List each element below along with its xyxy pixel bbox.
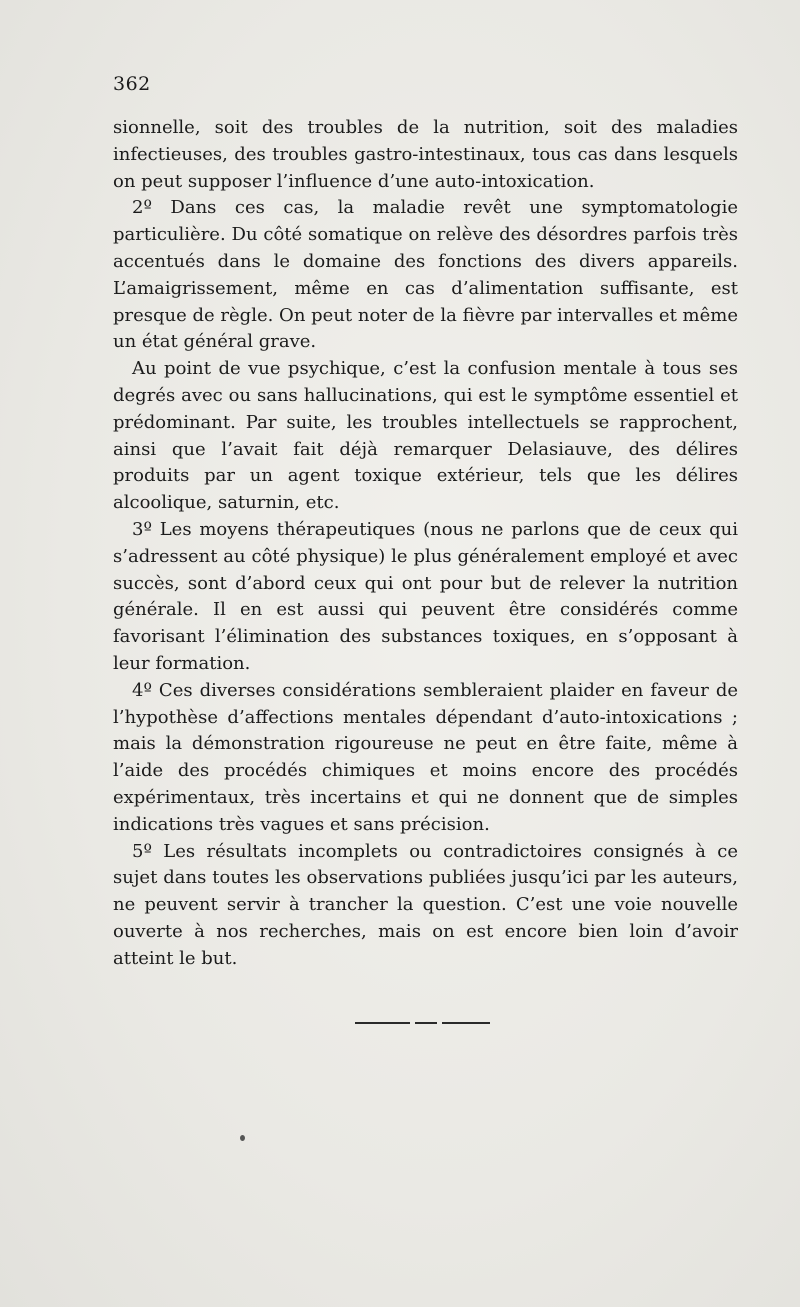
body-text xyxy=(113,115,738,973)
end-of-section-rule xyxy=(355,1022,490,1024)
ink-speck xyxy=(240,1135,245,1141)
paragraph-point-3: 3º Les moyens thérapeutiques (nous ne parlons que de ceux qui s’adressent au côté physique) le plus généralement employé et avec succès, sont d’abord ceux qui ont pour but de relever la nutrition générale. Il en est aussi qui peuvent être considérés comme favorisant l’élimination des substances toxiques, en s’opposant à leur formation. xyxy=(113,518,738,674)
rule-segment xyxy=(415,1022,437,1024)
paragraph-point-4: 4º Ces diverses considérations sembleraient plaider en faveur de l’hypothèse d’affections mentales dépendant d’auto-intoxications ; mais la démonstration rigoureuse ne peut en être faite, même à l’aide des procédés chimiques et moins encore des procédés expérimentaux, très incertains et qui ne donnent que de simples indications très vagues et sans précision. xyxy=(113,679,738,835)
paragraph-point-5: 5º Les résultats incomplets ou contradictoires consignés à ce sujet dans toutes les observations publiées jusqu’ici par les auteurs, ne peuvent servir à trancher la question. C’est une voie nouvelle ouverte à nos recherches, mais on est encore bien loin d’avoir atteint le but. xyxy=(113,840,738,969)
rule-segment xyxy=(442,1022,490,1024)
paragraph-psychic: Au point de vue psychique, c’est la confusion mentale à tous ses degrés avec ou sans hallucinations, qui est le symptôme essentiel et prédominant. Par suite, les troubles intellectuels se rapprochent, ainsi que l’avait fait déjà remarquer Delasiauve, des délires produits par un agent toxique extérieur, tels que les délires alcoolique, saturnin, etc. xyxy=(113,358,738,514)
rule-segment xyxy=(355,1022,410,1024)
paragraph-continuation: sionnelle, soit des troubles de la nutrition, soit des maladies infectieuses, des troubles gastro-intestinaux, tous cas dans lesquels on peut supposer l’influence d’une auto-intoxication. xyxy=(113,117,738,192)
paragraph-point-2: 2º Dans ces cas, la maladie revêt une symptomatologie particulière. Du côté somatique on relève des désordres parfois très accentués dans le domaine des fonctions des divers appareils. L’amaigrissement, même en cas d’alimentation suffisante, est presque de règle. On peut noter de la fièvre par intervalles et même un état général grave. xyxy=(113,197,738,353)
page-number: 362 xyxy=(113,73,151,95)
